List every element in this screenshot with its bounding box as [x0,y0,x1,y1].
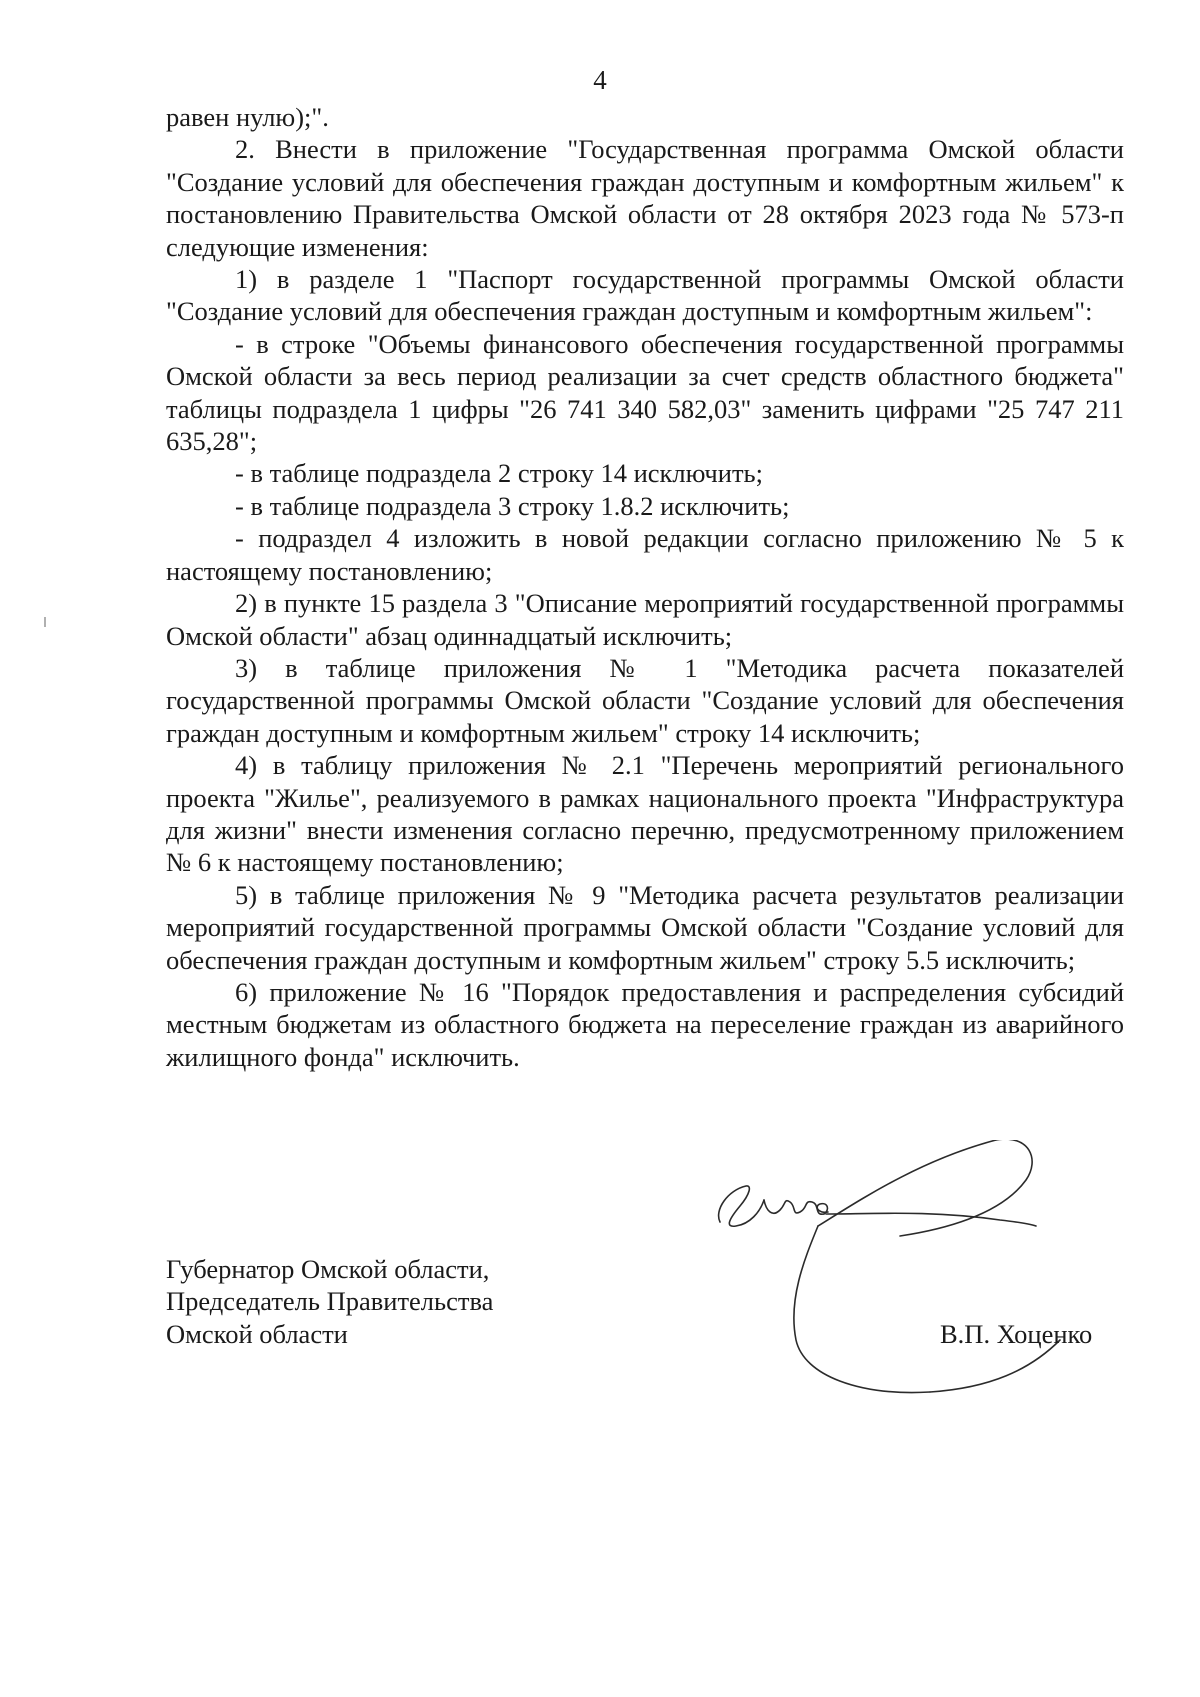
document-body [166,101,1124,1073]
signatory-title-line-1: Губернатор Омской области, [166,1254,490,1284]
handwritten-signature [700,1140,1140,1410]
paragraph-7: - подраздел 4 изложить в новой редакции согласно приложению № 5 к настоящему постановлению; [166,523,1124,586]
paragraph-8: 2) в пункте 15 раздела 3 "Описание мероприятий государственной программы Омской области" абзац одиннадцатый исключить; [166,588,1124,651]
paragraph-9: 3) в таблице приложения № 1 "Методика расчета показателей государственной программы Омской области "Создание условий для обеспечения граждан доступным и комфортным жильем" строку 14 исключить; [166,652,1124,748]
paragraph-3: 1) в разделе 1 "Паспорт государственной программы Омской области "Создание условий для обеспечения граждан доступным и комфортным жильем": [166,264,1124,327]
signature-stroke-underline [826,1213,1036,1226]
signatory-name: В.П. Хоценко [940,1319,1093,1349]
scan-speck [44,617,46,627]
paragraph-1: равен нулю);". [166,102,329,132]
page-number: 4 [593,65,607,95]
paragraph-10: 4) в таблицу приложения № 2.1 "Перечень мероприятий регионального проекта "Жилье", реализуемого в рамках национального проекта "Инфраструктура для жизни" внести изменения согласно перечню, предусмотренному приложением № 6 к настоящему постановлению; [166,750,1124,878]
paragraph-2: 2. Внести в приложение "Государственная программа Омской области "Создание условий для обеспечения граждан доступным и комфортным жильем" к постановлению Правительства Омской области от 28 октября 2023 года № 573-п следующие изменения: [166,134,1124,262]
signatory-title-line-2: Председатель Правительства [166,1286,494,1317]
paragraph-11: 5) в таблице приложения № 9 "Методика расчета результатов реализации мероприятий государственной программы Омской области "Создание условий для обеспечения граждан доступным и комфортным жильем" строку 5.5 исключить; [166,879,1124,975]
paragraph-12: 6) приложение № 16 "Порядок предоставления и распределения субсидий местным бюджетам из областного бюджета на переселение граждан из аварийного жилищного фонда" исключить. [166,976,1124,1072]
paragraph-6: - в таблице подраздела 3 строку 1.8.2 исключить; [235,490,790,521]
paragraph-5: - в таблице подраздела 2 строку 14 исключить; [235,458,763,489]
signature-stroke-initial [719,1186,764,1226]
signatory-title-line-3: Омской области [166,1318,348,1349]
paragraph-4: - в строке "Объемы финансового обеспечения государственной программы Омской области за весь период реализации за счет средств областного бюджета" таблицы подраздела 1 цифры "26 741 340 582,03" заменить цифрами "25 747 211 635,28"; [166,328,1124,457]
signature-stroke-letters [764,1200,824,1214]
signatory-title [166,1253,493,1350]
signature-stroke-oval-left [794,1226,930,1393]
